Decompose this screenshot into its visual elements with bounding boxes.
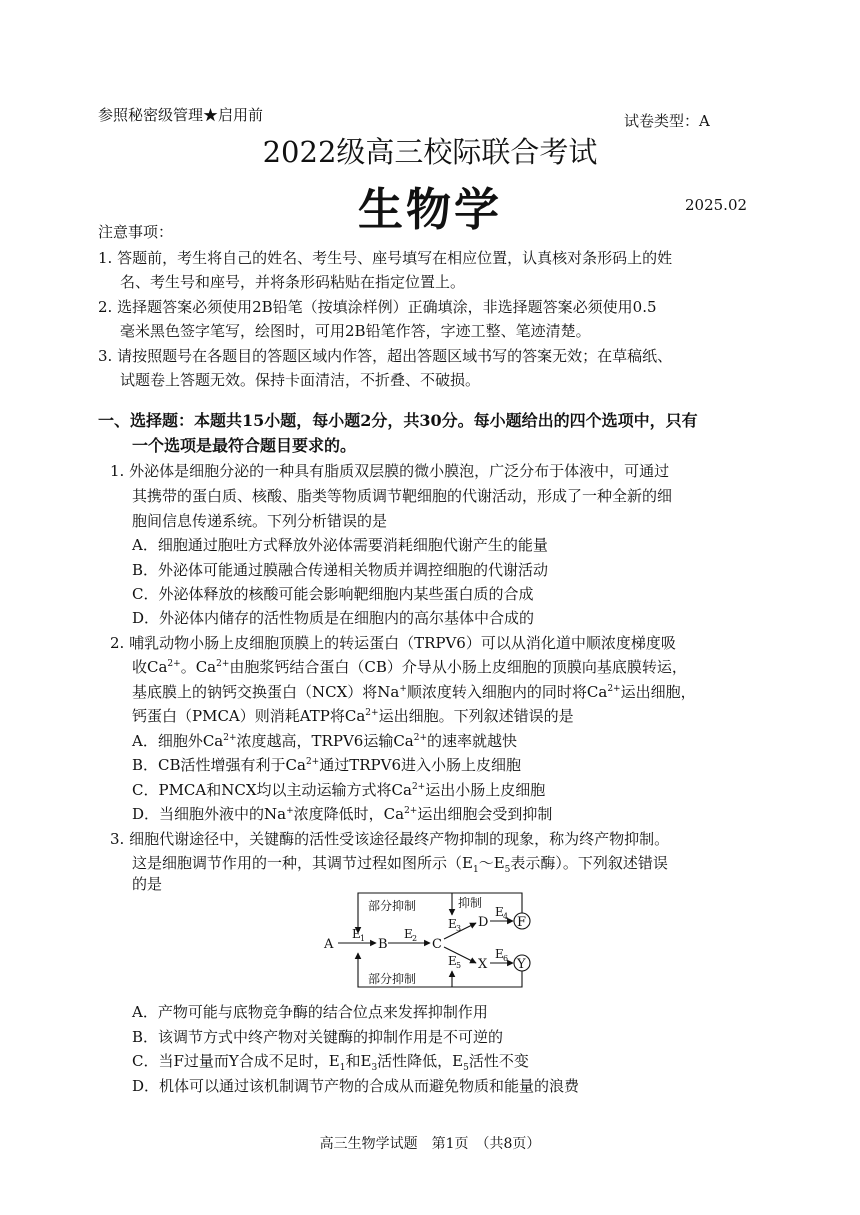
notice-heading: 注意事项： [98,223,174,241]
q1-option-a: A．细胞通过胞吐方式释放外泌体需要消耗细胞代谢产生的能量 [132,536,548,554]
enzyme-e6: E [495,947,504,961]
q1-stem: 其携带的蛋白质、核酸、脂类等物质调节靶细胞的代谢活动，形成了一种全新的细 [132,487,673,505]
label-partial-bottom: 部分抑制 [368,972,417,986]
subject-title: 生物学 [357,183,502,236]
paper-type: 试卷类型：A [624,112,710,130]
enzyme-e5-sub: 5 [456,961,462,970]
q3-option-c: C．当F过量而Y合成不足时，$E_1$和$E_3$活性降低，$E_5$活性不变 [132,1052,529,1073]
q1-option-d: D．外泌体内储存的活性物质是在细胞内的高尔基体中合成的 [132,609,535,627]
feedback-inhibition-diagram [318,885,548,993]
q3-option-b: B．该调节方式中终产物对关键酶的抑制作用是不可逆的 [132,1028,504,1046]
q2-option-a: A．细胞外$Ca^{2+}$浓度越高，TRPV6运输$Ca^{2+}$的速率就越快 [132,732,518,750]
node-c: C [432,937,442,952]
q2-option-b: B．CB活性增强有利于$Ca^{2+}$通过TRPV6进入小肠上皮细胞 [132,756,522,774]
node-x: X [478,957,488,972]
label-partial-top: 部分抑制 [368,899,417,913]
notice-line: 名、考生号和座号，并将条形码粘贴在指定位置上。 [120,273,466,291]
enzyme-e1-sub: 1 [360,934,366,943]
label-inhibit: 抑制 [458,896,483,910]
node-b: B [378,937,388,952]
q2-stem: 钙蛋白（PMCA）则消耗ATP将$Ca^{2+}$运出细胞。下列叙述错误的是 [132,707,574,725]
q1-option-b: B．外泌体可能通过膜融合传递相关物质并调控细胞的代谢活动 [132,561,549,579]
notice-line: 1. 答题前，考生将自己的姓名、考生号、座号填写在相应位置，认真核对条形码上的姓 [98,249,673,267]
enzyme-e2-sub: 2 [412,934,418,943]
enzyme-e3: E [448,917,457,931]
q2-stem: 基底膜上的钠钙交换蛋白（NCX）将Na+顺浓度转入细胞内的同时将$Ca^{2+}$运出细胞， [132,683,696,701]
q1-stem: 1. 外泌体是细胞分泌的一种具有脂质双层膜的微小膜泡，广泛分布于体液中，可通过 [110,462,670,480]
notice-line: 试题卷上答题无效。保持卡面清洁，不折叠、不破损。 [120,371,481,389]
q2-stem: 收$Ca^{2+}$。$Ca^{2+}$由胞浆钙结合蛋白（CB）介导从小肠上皮细胞的顶膜向基底膜转运， [132,658,687,676]
q2-option-c: C．PMCA和NCX均以主动运输方式将$Ca^{2+}$运出小肠上皮细胞 [132,781,546,799]
enzyme-e2: E [404,927,413,941]
q1-stem: 胞间信息传递系统。下列分析错误的是 [132,512,388,530]
node-d: D [478,915,489,930]
q3-stem: 3. 细胞代谢途径中，关键酶的活性受该途径最终产物抑制的现象，称为终产物抑制。 [110,830,670,848]
enzyme-e3-sub: 3 [456,924,462,933]
q1-option-c: C．外泌体释放的核酸可能会影响靶细胞内某些蛋白质的合成 [132,585,534,603]
section-heading: 一、选择题：本题共15小题，每小题2分，共30分。每小题给出的四个选项中，只有 [98,411,698,430]
q2-stem: 2. 哺乳动物小肠上皮细胞顶膜上的转运蛋白（TRPV6）可以从消化道中顺浓度梯度吸 [110,634,676,652]
exam-date: 2025.02 [685,196,748,214]
enzyme-e1: E [352,927,361,941]
secrecy-label: 参照秘密级管理★启用前 [98,106,264,124]
section-heading-cont: 一个选项是最符合题目要求的。 [132,436,357,455]
notice-line: 毫米黑色签字笔写，绘图时，可用2B铅笔作答，字迹工整、笔迹清楚。 [120,322,591,340]
q3-option-a: A．产物可能与底物竞争酶的结合位点来发挥抑制作用 [132,1003,488,1021]
exam-title: 2022级高三校际联合考试 [262,135,598,169]
enzyme-e4: E [495,905,504,919]
q3-option-d: D．机体可以通过该机制调节产物的合成从而避免物质和能量的浪费 [132,1077,580,1095]
enzyme-e5: E [448,954,457,968]
notice-line: 2. 选择题答案必须使用2B铅笔（按填涂样例）正确填涂，非选择题答案必须使用0.5 [98,298,657,316]
enzyme-e4-sub: 4 [503,912,509,921]
q2-option-d: D．当细胞外液中的Na+浓度降低时，$Ca^{2+}$运出细胞会受到抑制 [132,805,553,823]
q3-stem: 这是细胞调节作用的一种，其调节过程如图所示（$E_1\sim E_5$表示酶）。下列叙述错误 [132,854,668,875]
node-f: F [517,915,527,930]
page-footer: 高三生物学试题 第1页 （共8页） [319,1136,541,1152]
node-y: Y [517,957,526,972]
notice-line: 3. 请按照题号在各题目的答题区域内作答，超出答题区域书写的答案无效；在草稿纸、 [98,347,673,365]
node-a: A [324,937,334,952]
q3-stem: 的是 [132,875,163,893]
enzyme-e6-sub: 6 [503,954,509,963]
